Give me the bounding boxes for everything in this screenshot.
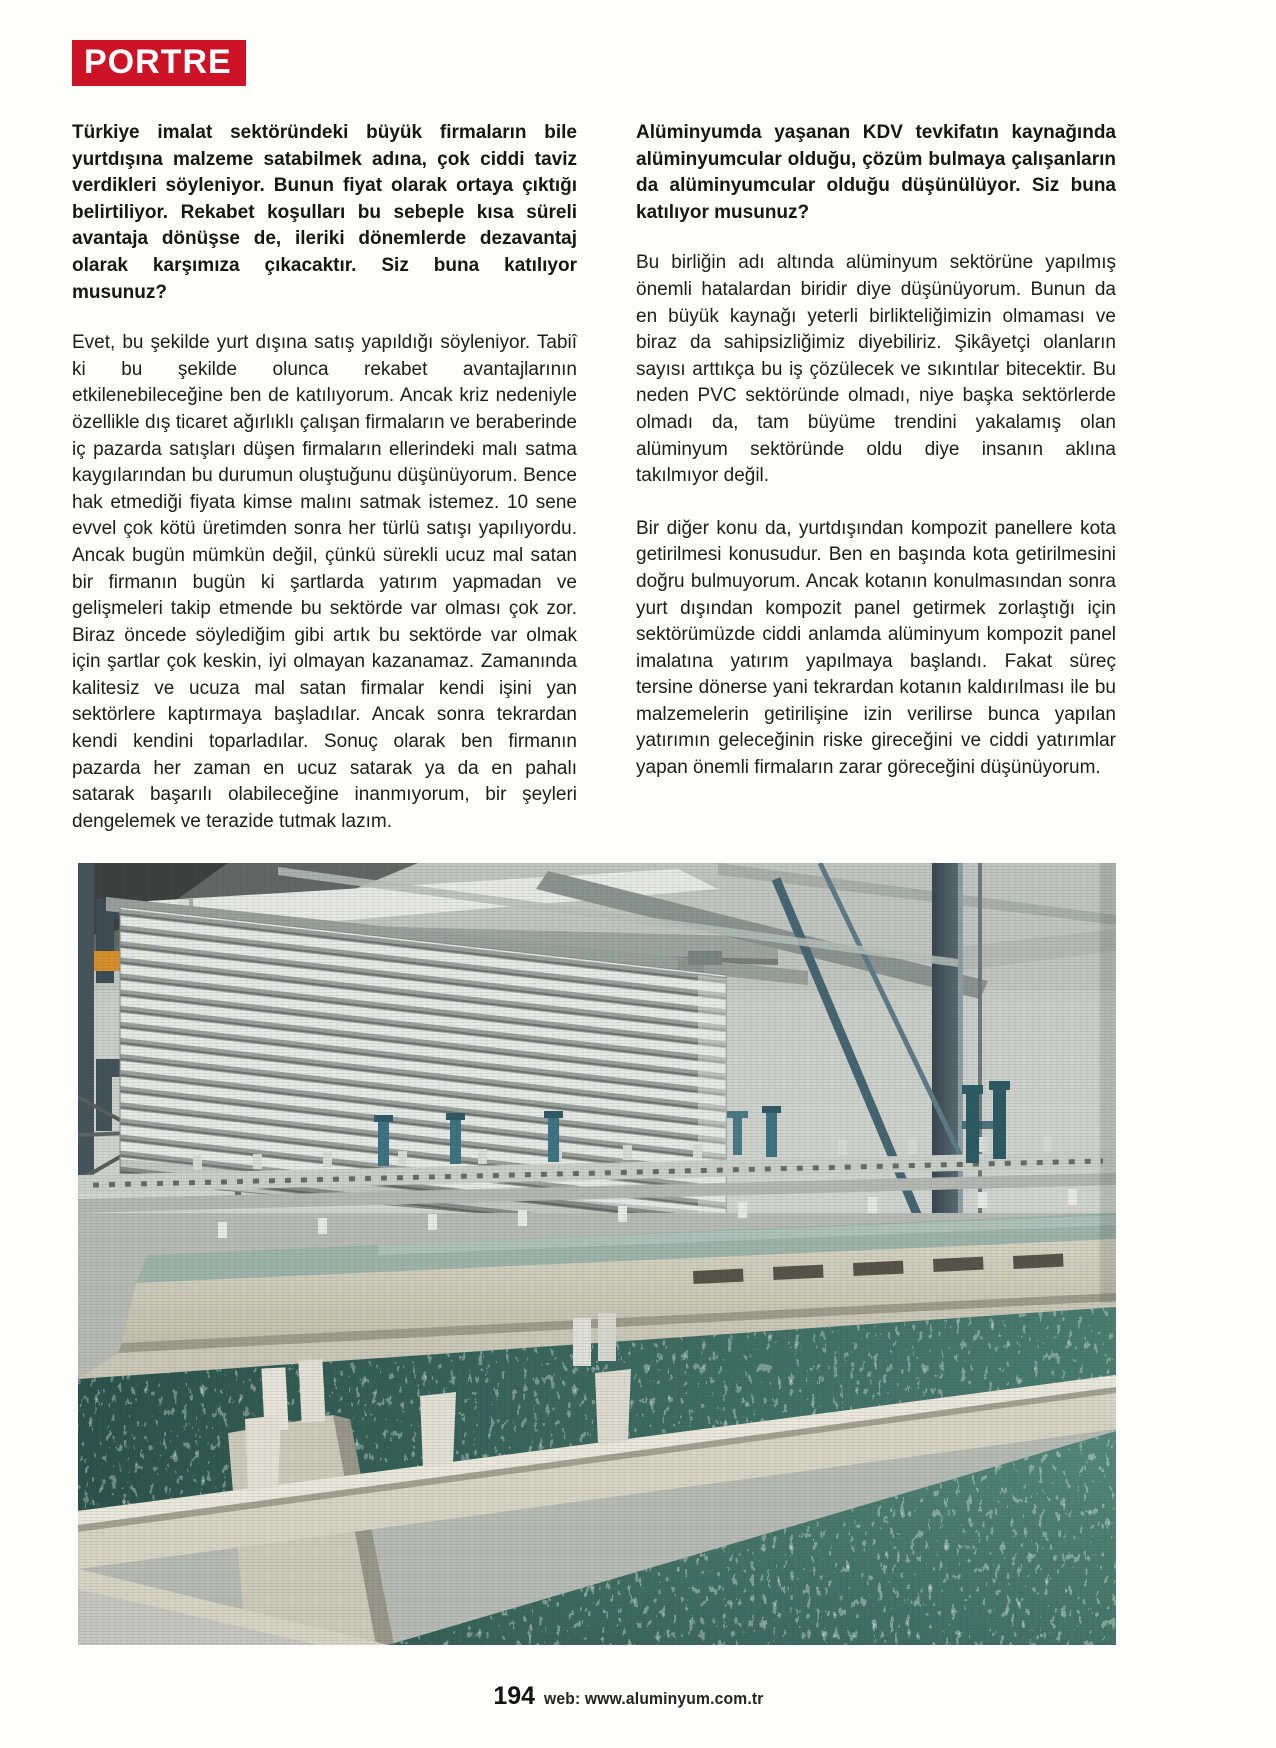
footer-web-url: www.aluminyum.com.tr xyxy=(584,1689,764,1708)
plant-photo xyxy=(78,863,1116,1645)
page-number: 194 xyxy=(493,1682,536,1710)
interview-question-left: Türkiye imalat sektöründeki büyük firmaların bile yurtdışına malzeme satabilmek adına, çok ciddi taviz verdikleri söyleniyor. Bunun fiyat olarak ortaya çıktığı belirtiliyor. Rekabet koşulları bu sebeple kısa süreli avantaja dönüşse de, ileriki dönemlerde dezavantaj olarak karşımıza çıkacaktır. Siz buna katılıyor musunuz? xyxy=(72,122,577,303)
interview-answer-right-1: Bu birliğin adı altında alüminyum sektörüne yapılmış önemli hatalardan biridir diye düşünüyorum. Bunun da en büyük kaynağı yeterli birlikteliğimizin olmaması ve biraz da sahipsizliğimiz diyebiliriz. Şikâyetçi olanların sayısı arttıkça bu iş çözülecek ve sıkıntılar bitecektir. Bu neden PVC sektöründe olmadı, niye başka sektörlerde olmadı da, tam büyüme trendini yakalamış olan alüminyum sektöründe oldu diye insanın aklına takılmıyor değil. xyxy=(636,252,1116,487)
section-badge xyxy=(72,40,246,86)
right-column xyxy=(636,120,1116,808)
interview-question-right: Alüminyumda yaşanan KDV tevkifatın kaynağında alüminyumcular olduğu, çözüm bulmaya çalışanların da alüminyumcular olduğu düşünülüyor. Siz buna katılıyor musunuz? xyxy=(636,122,1116,223)
footer-web-label: web: xyxy=(544,1689,581,1708)
interview-answer-right-2: Bir diğer konu da, yurtdışından kompozit panellere kota getirilmesi konusudur. Ben en başında kota getirilmesini doğru bulmuyorum. Ancak kotanın konulmasından sonra yurt dışından kompozit panel getirmek zorlaştığı için sektörümüzde ciddi anlamda alüminyum kompozit panel imalatına yatırım yapılmaya başlandı. Fakat süreç tersine dönerse yani tekrardan kotanın kaldırılması ile bu malzemelerin getirilişine izin verilirse bunca yapılan yatırımın geleceğinin riske gireceğini ve ciddi yatırımlar yapan önemli firmaların zarar göreceğini düşünüyorum. xyxy=(636,517,1116,779)
left-column xyxy=(72,120,577,861)
anodizing-tanks xyxy=(78,1189,1116,1645)
section-badge-label: PORTRE xyxy=(84,43,232,81)
interview-answer-left: Evet, bu şekilde yurt dışına satış yapıldığı söyleniyor. Tabiî ki bu şekilde olunca rekabet avantajlarının etkilenebileceğine ben de katılıyorum. Ancak kriz nedeniyle özellikle dış ticaret ağırlıklı çalışan firmaların ve beraberinde iç pazarda satışları düşen firmaların ellerindeki malı satma kaygılarından bu durumun oluştuğunu düşünüyorum. Bence hak etmediği fiyata kimse malını satmak istemez. 10 sene evvel çok kötü üretimden sonra her türlü satışı yapılıyordu. Ancak bugün mümkün değil, çünkü sürekli ucuz mal satan bir firmanın bugün ki şartlarda yatırım yapmadan ve gelişmeleri takip etmende bu sektörde var olması çok zor. Biraz öncede söylediğim gibi artık bu sektörde var olmak için şartlar çok keskin, iyi olmayan kazanamaz. Zamanında kalitesiz ve ucuza mal satan firmalar kendi işini yan sektörlere kaptırmaya başladılar. Ancak sonra tekrardan kendi kendini toparladılar. Sonuç olarak ben firmanın pazarda her zaman en ucuz satarak ya da en pahalı satarak başarılı olabileceğine inanmıyorum, bir şeyleri dengelemek ve terazide tutmak lazım. xyxy=(72,332,577,832)
footer-web-text xyxy=(544,1689,764,1709)
plant-photo-illustration xyxy=(78,863,1116,1645)
page-footer xyxy=(0,1682,1276,1711)
